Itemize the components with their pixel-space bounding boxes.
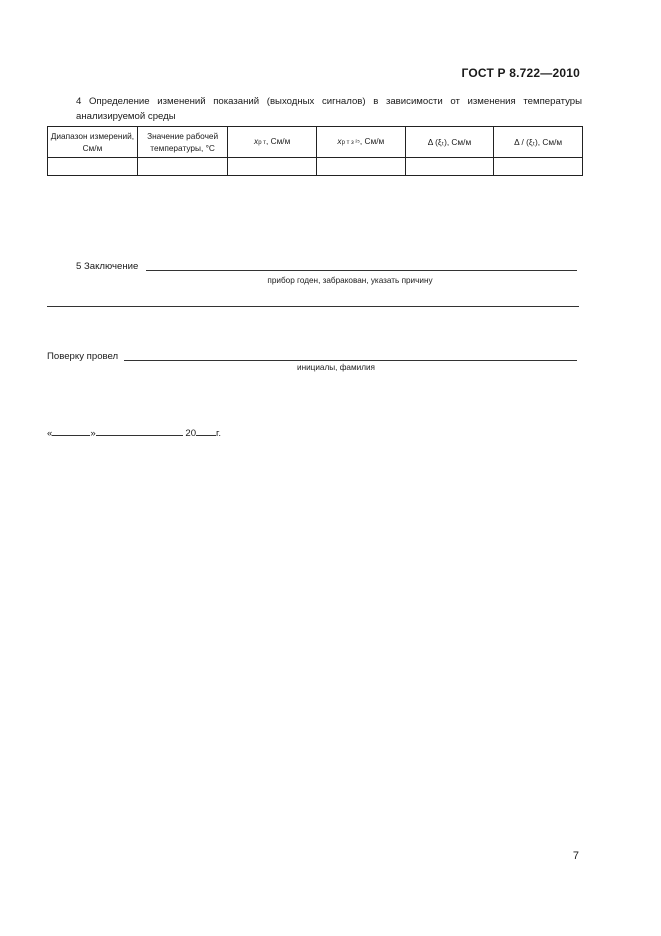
- date-day-field[interactable]: [52, 427, 90, 436]
- col-xpt25: [317, 127, 406, 158]
- standard-id: ГОСТ Р 8.722—2010: [461, 66, 580, 80]
- xpt-symbol: x: [254, 136, 259, 146]
- date-open-quote: «: [47, 428, 53, 439]
- table-cell[interactable]: [228, 158, 317, 176]
- table-cell[interactable]: [137, 158, 228, 176]
- xpt-subscript: р т: [258, 140, 266, 146]
- section-4-text: [47, 94, 582, 124]
- verifier-hint: инициалы, фамилия: [297, 363, 375, 372]
- verifier-line[interactable]: [124, 360, 577, 361]
- date-close-quote: »: [90, 428, 96, 439]
- conclusion-hint: прибор годен, забракован, указать причину: [267, 276, 433, 285]
- verifier-label: Поверку провел: [47, 351, 119, 362]
- xpt25-symbol: x: [337, 136, 342, 146]
- xpt-unit: , См/м: [265, 136, 291, 146]
- date-month-field[interactable]: [96, 427, 183, 436]
- col-range: Диапазон измерений, См/м: [48, 127, 138, 158]
- conclusion-line-2[interactable]: [47, 306, 579, 307]
- xpt25-subscript: р т з ²⁵: [341, 140, 360, 146]
- col-temperature: Значение рабочей температуры, °С: [137, 127, 228, 158]
- conclusion-line[interactable]: [146, 270, 577, 271]
- table-row: [48, 158, 583, 176]
- col-xpt: [228, 127, 317, 158]
- table-cell[interactable]: [494, 158, 583, 176]
- page-number: 7: [572, 850, 579, 862]
- measurement-table: [47, 126, 583, 176]
- table-cell[interactable]: [48, 158, 138, 176]
- table-header-row: [48, 127, 583, 158]
- section-4-paragraph: 4 Определение изменений показаний (выходных сигналов) в зависимости от изменения температуры анализируемой среды: [76, 96, 582, 122]
- col-delta: Δ (ξₜ), См/м: [405, 127, 494, 158]
- xpt25-unit: , См/м: [359, 136, 385, 146]
- date-year-suffix: г.: [216, 428, 222, 439]
- date-year-prefix: 20: [185, 428, 197, 439]
- table-cell[interactable]: [405, 158, 494, 176]
- table-cell[interactable]: [317, 158, 406, 176]
- conclusion-label: 5 Заключение: [76, 261, 139, 272]
- date-line: [47, 427, 221, 439]
- date-year-field[interactable]: [196, 427, 216, 436]
- col-delta-rel: Δ / (ξₜ), См/м: [494, 127, 583, 158]
